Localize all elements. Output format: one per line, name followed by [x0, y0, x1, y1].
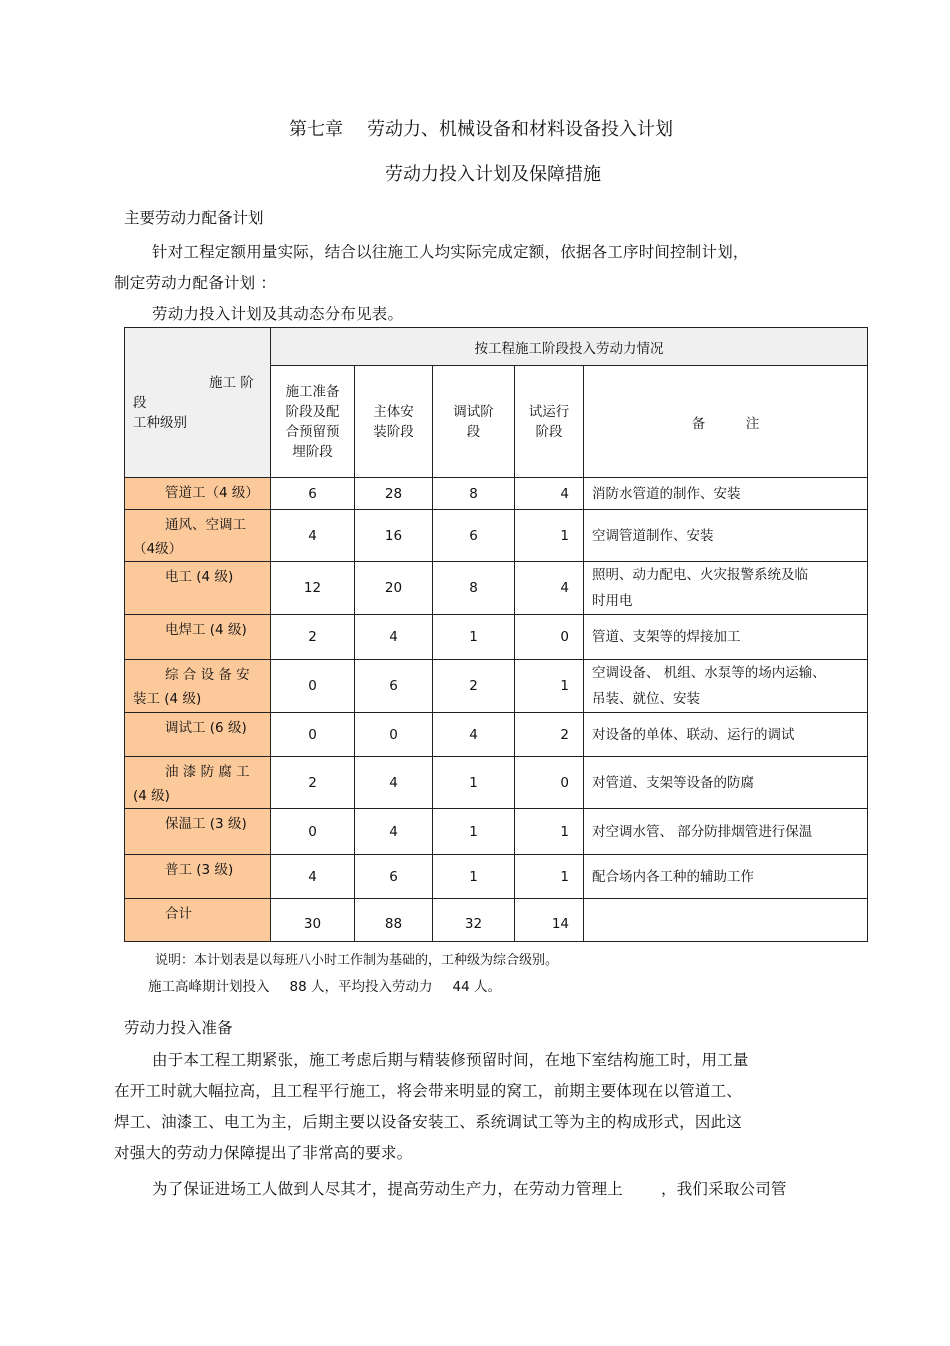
peak-labour-note: [148, 975, 501, 995]
value-cell: 1: [433, 855, 515, 899]
value-cell: 4: [355, 809, 433, 855]
remark-text: 空调设备、 机组、水泵等的场内运输、: [592, 665, 826, 681]
section2-line5: [152, 1177, 787, 1199]
section1-paragraph2: 劳动力投入计划及其动态分布见表。: [152, 305, 404, 323]
corner-header-cell: [125, 328, 271, 478]
worktype-cell: [125, 855, 271, 899]
section2-line5-text: 为了保证进场工人做到人尽其才，提高劳动生产力，在劳动力管理上: [152, 1180, 624, 1198]
value-cell: 1: [433, 809, 515, 855]
value-cell: 2: [515, 713, 584, 757]
value-cell: 1: [515, 855, 584, 899]
table-row: [125, 562, 868, 615]
value-cell: 2: [433, 660, 515, 713]
value-cell: 12: [271, 562, 355, 615]
table-row: [125, 510, 868, 562]
remark-cell: [584, 757, 868, 809]
worktype-cell: [125, 615, 271, 660]
value-cell: 1: [433, 757, 515, 809]
value-cell: 4: [515, 562, 584, 615]
remark-text: 对空调水管、 部分防排烟管进行保温: [592, 823, 813, 840]
remark-text-cont: 吊装、就位、安装: [592, 691, 700, 707]
remark-cell: [584, 510, 868, 562]
value-cell: 1: [433, 615, 515, 660]
worktype-label: 管道工（4 级）: [165, 485, 259, 501]
peak-labour-number: 88 人，平均投入劳动力: [289, 979, 433, 995]
stage-header-line: 埋阶段: [292, 443, 333, 460]
total-label: 合计: [165, 906, 192, 922]
remark-text: 消防水管道的制作、安装: [592, 485, 741, 502]
stage-header-installation: [355, 366, 433, 478]
value-cell: 6: [271, 478, 355, 510]
value-cell: 1: [515, 510, 584, 562]
group-header: 按工程施工阶段投入劳动力情况: [271, 328, 868, 366]
remark-cell: [584, 660, 868, 713]
section2-line5-text-cont: ，我们采取公司管: [661, 1180, 787, 1198]
remark-text-cont: 时用电: [592, 593, 633, 609]
section2-line1: 由于本工程工期紧张，施工考虑后期与精装修预留时间，在地下室结构施工时，用工量: [152, 1051, 749, 1069]
worktype-label: 调试工 (6 级): [165, 720, 247, 736]
stage-header-line: 装阶段: [373, 423, 414, 440]
stage-header-line: 阶段: [535, 423, 563, 440]
stage-header-line: 施工准备: [285, 383, 340, 400]
value-cell: 1: [515, 660, 584, 713]
value-cell: 4: [433, 713, 515, 757]
worktype-label: 综 合 设 备 安: [165, 667, 250, 683]
stage-header-line: 阶段及配: [285, 403, 340, 420]
table-header-row-1: [125, 328, 868, 366]
value-cell: 8: [433, 478, 515, 510]
worktype-cell: [125, 899, 271, 942]
value-cell: 4: [271, 855, 355, 899]
remark-cell: [584, 899, 868, 942]
section2-line4: 对强大的劳动力保障提出了非常高的要求。: [114, 1144, 413, 1162]
value-cell: 1: [515, 809, 584, 855]
total-value-cell: 88: [355, 899, 433, 942]
table-row-total: [125, 899, 868, 942]
value-cell: 4: [355, 615, 433, 660]
remark-text: 对管道、支架等设备的防腐: [592, 774, 754, 791]
value-cell: 0: [515, 615, 584, 660]
table-row: [125, 660, 868, 713]
worktype-label: 通风、空调工: [165, 517, 246, 533]
worktype-label: 电焊工 (4 级): [165, 622, 247, 638]
worktype-cell: [125, 713, 271, 757]
remark-text: 配合场内各工种的辅助工作: [592, 868, 754, 885]
value-cell: 0: [271, 809, 355, 855]
value-cell: 0: [515, 757, 584, 809]
chapter-name: 劳动力、机械设备和材料设备投入计划: [367, 119, 673, 140]
value-cell: 28: [355, 478, 433, 510]
corner-worktype-label: 工种级别: [133, 414, 187, 431]
total-value-cell: 30: [271, 899, 355, 942]
stage-header-commissioning: [433, 366, 515, 478]
remark-text: 照明、动力配电、火灾报警系统及临: [592, 567, 808, 583]
remark-cell: [584, 478, 868, 510]
section2-line2: 在开工时就大幅拉高，且工程平行施工，将会带来明显的窝工，前期主要体现在以管道工、: [114, 1082, 743, 1100]
worktype-label-cont: （4级）: [133, 541, 183, 557]
table-row: [125, 809, 868, 855]
section1-paragraph-line2: 制定劳动力配备计划 ：: [114, 274, 277, 292]
total-value-cell: 32: [433, 899, 515, 942]
stage-header-line: 合预留预: [285, 423, 340, 440]
corner-stage-label: 施工 阶: [209, 374, 254, 391]
worktype-label: 普工 (3 级): [165, 862, 234, 878]
table-row: [125, 615, 868, 660]
average-labour-number: 44 人。: [452, 979, 501, 995]
remark-cell: [584, 562, 868, 615]
section1-paragraph-line1: 针对工程定额用量实际，结合以往施工人均实际完成定额，依据各工序时间控制计划，: [152, 243, 749, 261]
stage-header-line: 段: [466, 423, 481, 440]
stage-header-line: 主体安: [373, 403, 414, 420]
corner-stage-label-cont: 段: [133, 394, 147, 411]
stage-header-preparation: [271, 366, 355, 478]
value-cell: 2: [271, 615, 355, 660]
value-cell: 2: [271, 757, 355, 809]
labour-plan-table: [124, 327, 868, 942]
value-cell: 0: [271, 660, 355, 713]
total-value-cell: 14: [515, 899, 584, 942]
peak-labour-text: 施工高峰期计划投入: [148, 979, 270, 995]
value-cell: 4: [355, 757, 433, 809]
stage-header-trial-run: [515, 366, 584, 478]
worktype-cell: [125, 478, 271, 510]
remark-text: 对设备的单体、联动、运行的调试: [592, 726, 795, 743]
table-row: [125, 713, 868, 757]
value-cell: 6: [355, 855, 433, 899]
remark-cell: [584, 713, 868, 757]
table-row: [125, 757, 868, 809]
value-cell: 4: [271, 510, 355, 562]
section2-heading: 劳动力投入准备: [124, 1019, 233, 1037]
worktype-cell: [125, 510, 271, 562]
section2-line3: 焊工、油漆工、电工为主，后期主要以设备安装工、系统调试工等为主的构成形式，因此这: [114, 1113, 743, 1131]
remark-cell: [584, 809, 868, 855]
worktype-label-cont: (4 级): [133, 788, 170, 804]
table-row: [125, 478, 868, 510]
value-cell: 0: [355, 713, 433, 757]
value-cell: 0: [271, 713, 355, 757]
remark-text: 管道、支架等的焊接加工: [592, 629, 741, 645]
chapter-number: 第七章: [289, 119, 343, 140]
remark-header: 备 注: [584, 366, 868, 478]
worktype-label: 电工 (4 级): [165, 569, 234, 585]
table-row: [125, 855, 868, 899]
worktype-label: 保温工 (3 级): [165, 816, 247, 832]
remark-text: 空调管道制作、安装: [592, 527, 714, 544]
worktype-label: 油 漆 防 腐 工: [165, 764, 250, 780]
value-cell: 6: [355, 660, 433, 713]
worktype-cell: [125, 660, 271, 713]
value-cell: 8: [433, 562, 515, 615]
stage-header-line: 调试阶: [453, 403, 494, 420]
worktype-cell: [125, 757, 271, 809]
value-cell: 6: [433, 510, 515, 562]
section-title: 劳动力投入计划及保障措施: [385, 164, 601, 185]
value-cell: 4: [515, 478, 584, 510]
section1-heading: 主要劳动力配备计划: [124, 209, 264, 227]
stage-header-line: 试运行: [528, 403, 570, 420]
worktype-label-cont: 装工 (4 级): [133, 691, 202, 707]
value-cell: 20: [355, 562, 433, 615]
remark-cell: [584, 855, 868, 899]
value-cell: 16: [355, 510, 433, 562]
remark-cell: [584, 615, 868, 660]
table-note: 说明：本计划表是以每班八小时工作制为基础的，工种级为综合级别。: [155, 953, 559, 968]
worktype-cell: [125, 809, 271, 855]
chapter-title: [0, 115, 950, 141]
worktype-cell: [125, 562, 271, 615]
